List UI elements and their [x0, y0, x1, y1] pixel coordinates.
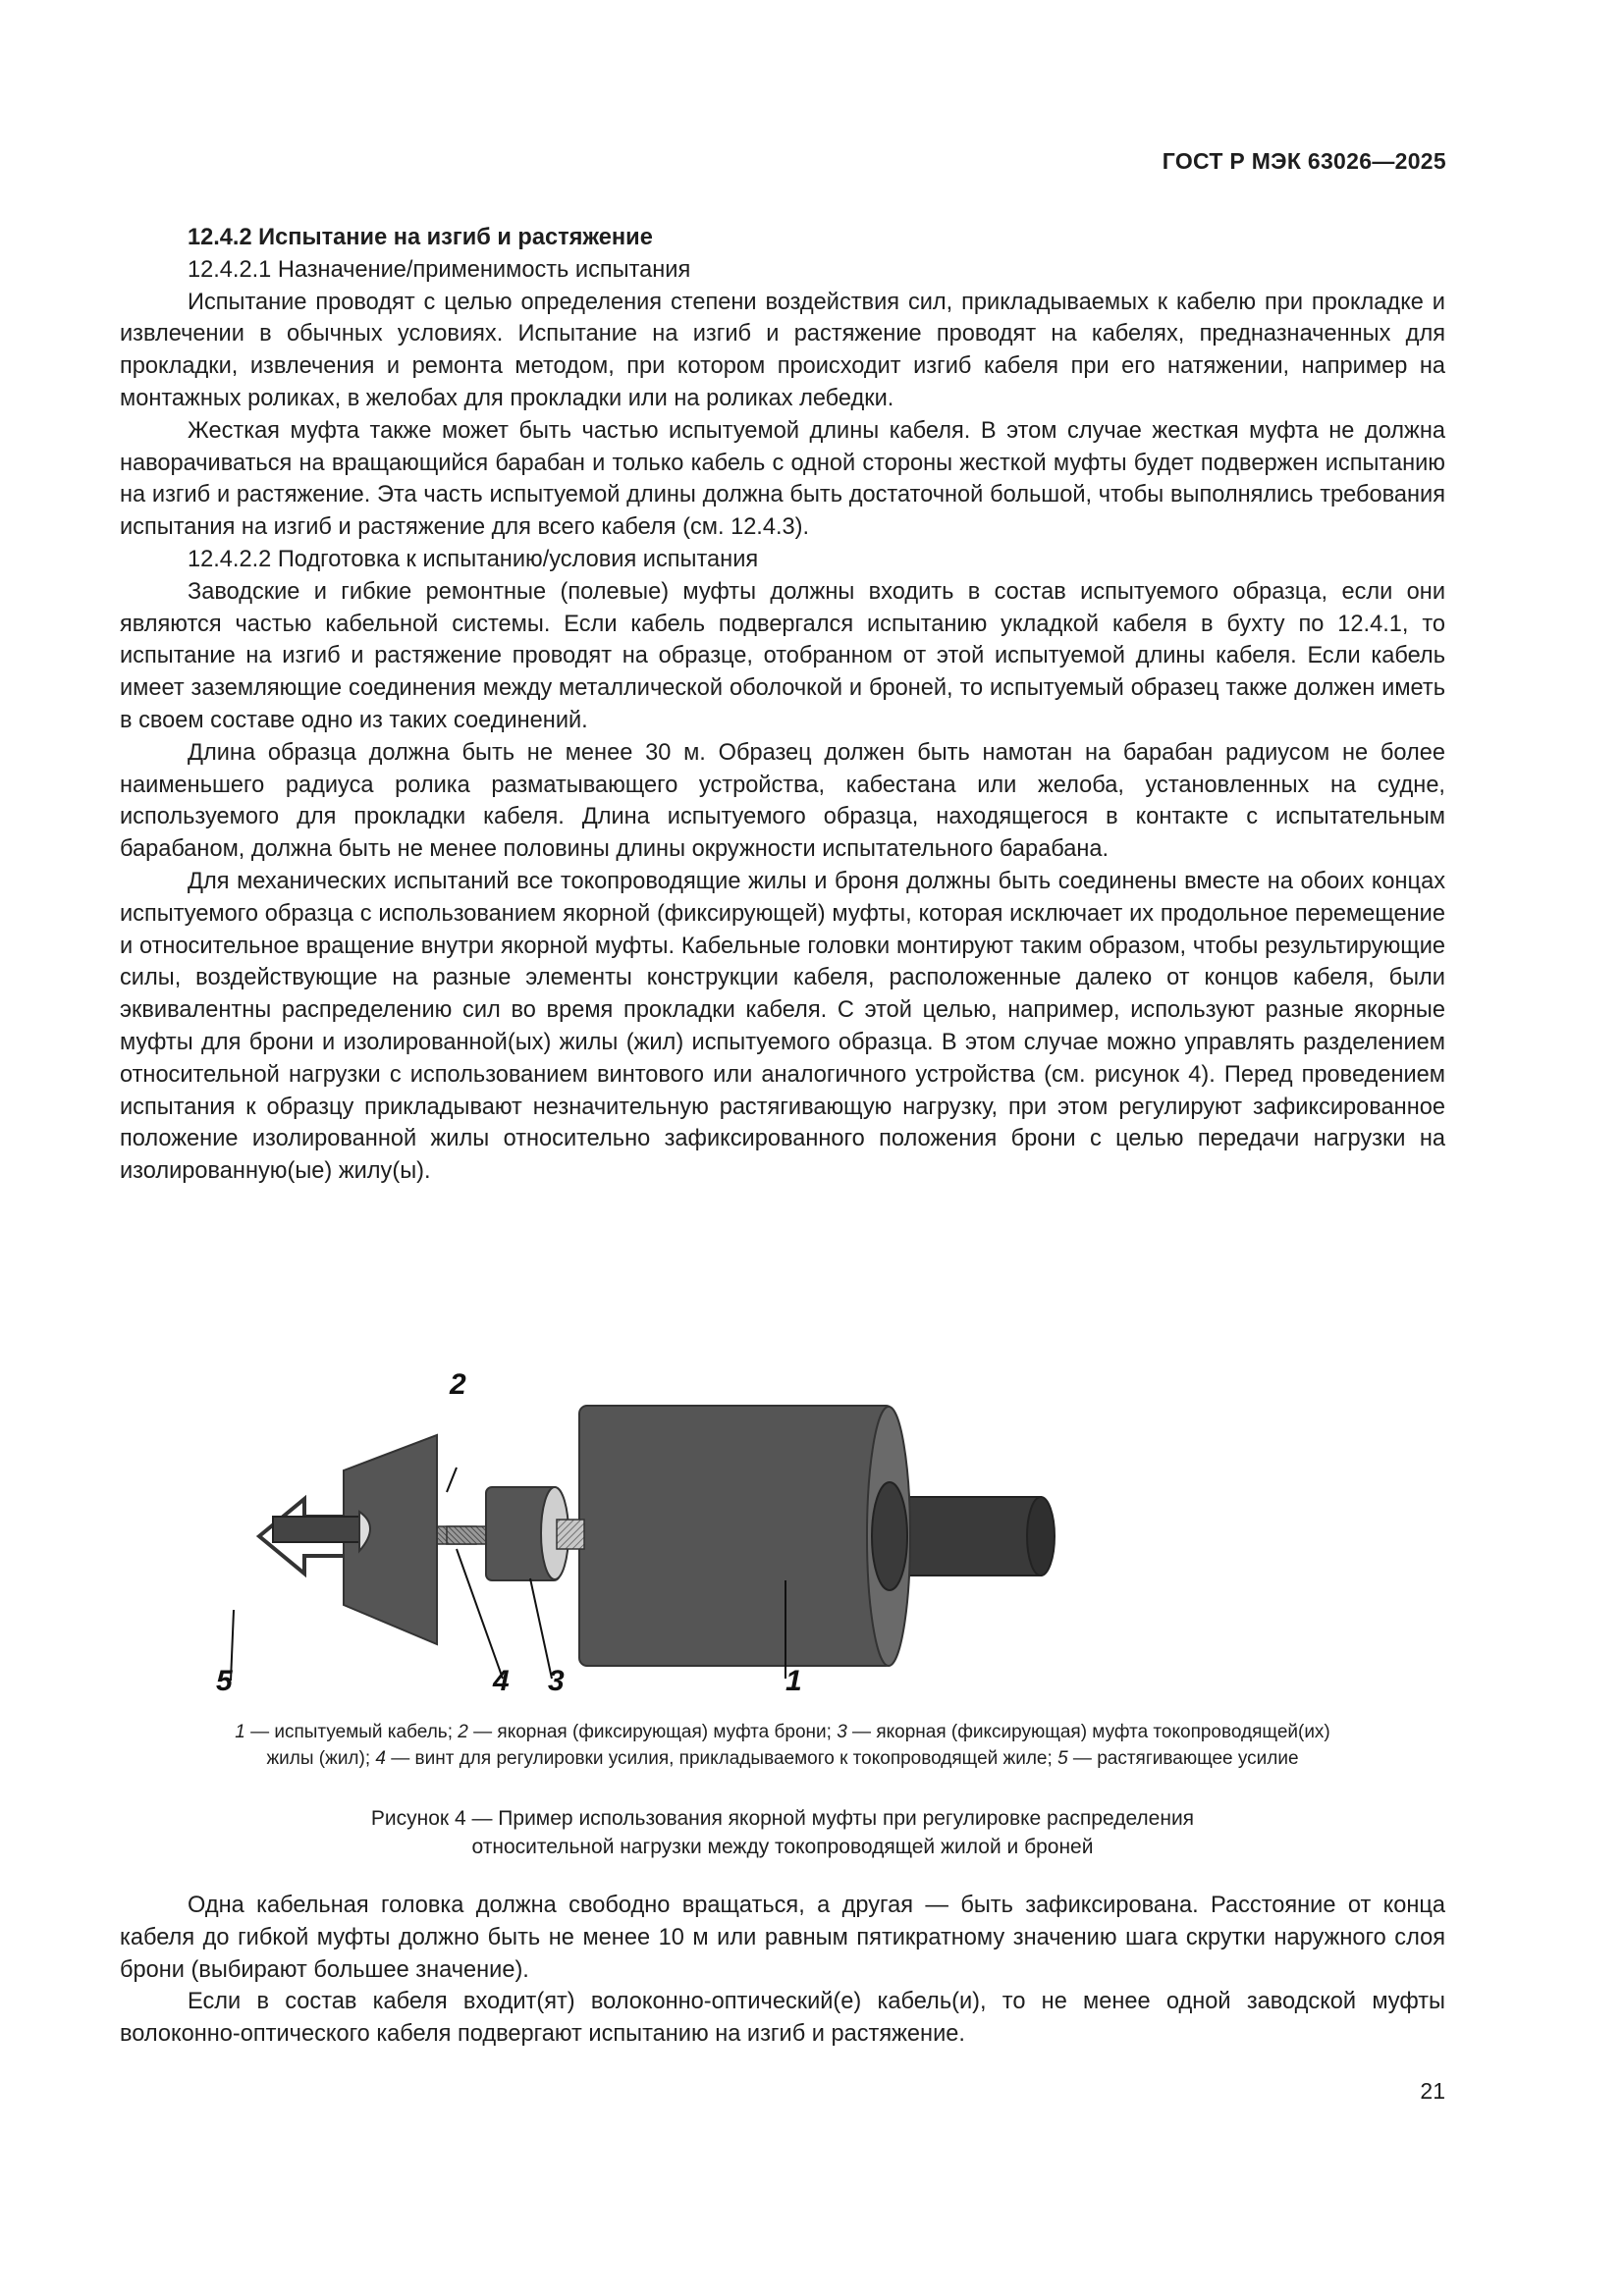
- legend-text-3: — якорная (фиксирующая) муфта токопроводящей(их): [846, 1722, 1330, 1742]
- figure-caption: [120, 1804, 1445, 1861]
- document-header-id: ГОСТ Р МЭК 63026—2025: [1162, 148, 1446, 174]
- label-2: 2: [450, 1368, 466, 1401]
- label-3: 3: [548, 1665, 565, 1697]
- figure-legend: [120, 1719, 1445, 1772]
- legend-text-3b: жилы (жил);: [266, 1748, 376, 1769]
- leader-line-2: [447, 1468, 457, 1492]
- cable-anchor-diagram: [216, 1364, 1326, 1698]
- armour-anchor: [579, 1406, 893, 1666]
- legend-number-4: 4: [375, 1748, 386, 1769]
- wedge-nose: [273, 1517, 359, 1542]
- paragraph-3: Заводские и гибкие ремонтные (полевые) муфты должны входить в состав испытуемого образца, если они являются частью кабельной системы. Если кабель подвергался испытанию укладкой кабеля в бухту по 12.4.1, то испытание на изгиб и растяжение проводят на образце, отобранном от этой испытуемой длины кабеля. Если кабель имеет заземляющие соединения между металлической оболочкой и броней, то испытуемый образец также должен иметь в своем составе одно из таких соединений.: [120, 578, 1445, 733]
- page-number: 21: [1420, 2078, 1445, 2104]
- paragraph-5: Для механических испытаний все токопроводящие жилы и броня должны быть соединены вместе на обоих концах испытуемого образца с использованием якорной (фиксирующей) муфты, которая исключает их продольное перемещение и относительное вращение внутри якорной муфты. Кабельные головки монтируют таким образом, чтобы результирующие силы, воздействующие на разные элементы конструкции кабеля, расположенные далеко от концов кабеля, были эквивалентны распределению сил во время прокладки кабеля. С этой целью, например, используют разные якорные муфты для брони и изолированной(ых) жилы (жил) испытуемого образца. В этом случае можно управлять разделением относительной нагрузки с использованием винтового или аналогичного устройства (см. рисунок 4). Перед проведением испытания к образцу прикладывают незначительную растягивающую нагрузку, при этом регулируют зафиксированное положение изолированной жилы относительно зафиксированного положения брони с целью передачи нагрузки на изолированную(ые) жилу(ы).: [120, 868, 1445, 1185]
- main-text-continued: [120, 1890, 1445, 2051]
- figure-4-drawing: [216, 1364, 1326, 1698]
- paragraph-4: Длина образца должна быть не менее 30 м. Образец должен быть намотан на барабан радиусом не более наименьшего радиуса ролика разматывающего устройства, кабестана или желоба, установленных на судне, используемого для прокладки кабеля. Длина испытуемого образца, находящегося в контакте с испытательным барабаном, должна быть не менее половины длины окружности испытательного барабана.: [120, 739, 1445, 863]
- legend-text-5: — растягивающее усилие: [1067, 1748, 1299, 1769]
- label-4: 4: [493, 1665, 510, 1697]
- figure-caption-line-2: относительной нагрузки между токопроводящей жилой и броней: [471, 1836, 1094, 1858]
- section-title: 12.4.2 Испытание на изгиб и растяжение: [188, 225, 653, 250]
- figure-caption-line-1: Рисунок 4 — Пример использования якорной муфты при регулировке распределения: [370, 1807, 1195, 1830]
- paragraph-6: Одна кабельная головка должна свободно вращаться, а другая — быть зафиксирована. Расстояние от конца кабеля до гибкой муфты должно быть не менее 10 м или равным пятикратному значению шага скрутки наружного слоя брони (выбирают большее значение).: [120, 1893, 1445, 1983]
- legend-number-3: 3: [837, 1722, 847, 1742]
- legend-text-1: — испытуемый кабель;: [244, 1722, 459, 1742]
- conductor-core: [557, 1520, 584, 1549]
- adjust-screw: [447, 1526, 486, 1544]
- subsection-title-1: 12.4.2.1 Назначение/применимость испытания: [188, 256, 691, 283]
- legend-text-4: — винт для регулировки усилия, прикладываемого к токопроводящей жиле;: [385, 1748, 1058, 1769]
- subsection-title-2: 12.4.2.2 Подготовка к испытанию/условия испытания: [188, 546, 759, 572]
- legend-text-2: — якорная (фиксирующая) муфта брони;: [467, 1722, 838, 1742]
- paragraph-7: Если в состав кабеля входит(ят) волоконно-оптический(е) кабель(и), то не менее одной заводской муфты волоконно-оптического кабеля подвергают испытанию на изгиб и растяжение.: [120, 1989, 1445, 2048]
- label-1: 1: [785, 1665, 802, 1697]
- label-5: 5: [216, 1665, 233, 1697]
- legend-number-5: 5: [1057, 1748, 1068, 1769]
- paragraph-1: Испытание проводят с целью определения степени воздействия сил, прикладываемых к кабелю при прокладке и извлечении в обычных условиях. Испытание на изгиб и растяжение проводят на кабелях, предназначенных для прокладки, извлечения и ремонта методом, при котором происходит изгиб кабеля при его натяжении, например на монтажных роликах, в желобах для прокладки или на роликах лебедки.: [120, 289, 1445, 411]
- legend-number-1: 1: [235, 1722, 245, 1742]
- main-text: [120, 222, 1445, 1188]
- legend-number-2: 2: [458, 1722, 468, 1742]
- paragraph-2: Жесткая муфта также может быть частью испытуемой длины кабеля. В этом случае жесткая муфта не должна наворачиваться на вращающийся барабан и только кабель с одной стороны жесткой муфты будет подвержен испытанию на изгиб и растяжение. Эта часть испытуемой длины должна быть достаточной большой, чтобы выполнялись требования испытания на изгиб и растяжение для всего кабеля (см. 12.4.3).: [120, 417, 1445, 541]
- cable-end: [1027, 1497, 1055, 1575]
- armour-anchor-bore: [872, 1482, 907, 1590]
- leader-line-3: [530, 1578, 552, 1679]
